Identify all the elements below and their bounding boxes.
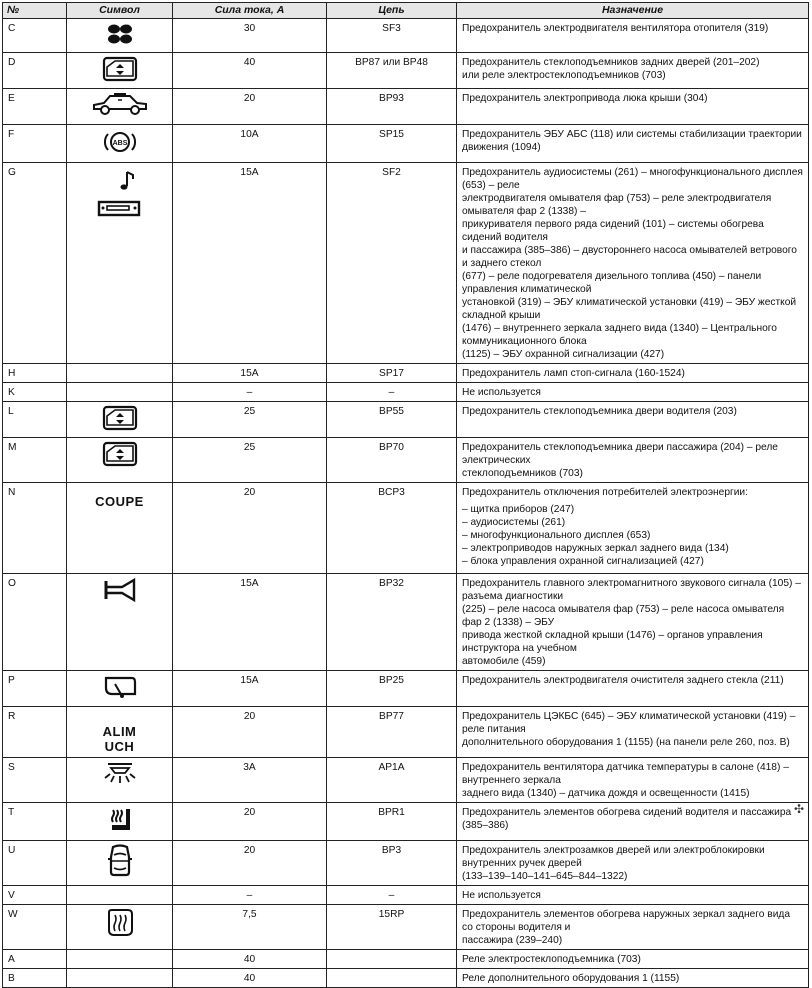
circuit-cell: BCP3: [327, 483, 457, 574]
purpose-cell: [457, 886, 809, 905]
circuit-cell: BP93: [327, 89, 457, 125]
table-row: [3, 364, 809, 383]
purpose-cell: [457, 969, 809, 988]
symbol-cell: [67, 438, 173, 483]
header-no: №: [3, 3, 67, 19]
table-row: [3, 483, 809, 574]
current-cell: 20: [173, 89, 327, 125]
symbol-cell: [67, 402, 173, 438]
current-cell: 40: [173, 969, 327, 988]
fuse-id-cell: P: [3, 671, 67, 707]
circuit-cell: SP15: [327, 125, 457, 163]
purpose-cell: [457, 163, 809, 364]
table-row: [3, 53, 809, 89]
symbol-cell: [67, 905, 173, 950]
purpose-line: – щитка приборов (247): [462, 504, 575, 515]
purpose-line: Предохранитель элементов обогрева сидений водителя и пассажира (385–386): [462, 807, 792, 831]
purpose-line: Реле дополнительного оборудования 1 (1155): [462, 973, 680, 984]
window-lift-icon: [101, 441, 139, 467]
purpose-cell: [457, 53, 809, 89]
purpose-cell: [457, 758, 809, 803]
fuse-id-cell: U: [3, 841, 67, 886]
table-row: [3, 19, 809, 53]
symbol-cell: [67, 125, 173, 163]
purpose-cell: [457, 574, 809, 671]
current-cell: –: [173, 886, 327, 905]
current-cell: 15А: [173, 364, 327, 383]
purpose-cell: [457, 438, 809, 483]
symbol-text: COUPE: [95, 494, 144, 509]
car-sunroof-icon: [90, 92, 150, 118]
purpose-line: (677) – реле подогревателя дизельного топлива (450) – панели управления климатической: [462, 271, 762, 295]
purpose-line: Не используется: [462, 387, 541, 398]
purpose-cell: [457, 671, 809, 707]
fuse-id-cell: K: [3, 383, 67, 402]
table-row: [3, 574, 809, 671]
purpose-line: Предохранитель стеклоподъемника двери пассажира (204) – реле электрических: [462, 442, 778, 466]
current-cell: 25: [173, 402, 327, 438]
current-cell: 7,5: [173, 905, 327, 950]
purpose-line: стеклоподъемников (703): [462, 468, 583, 479]
symbol-cell: [67, 483, 173, 574]
symbol-text: ALIM UCH: [102, 724, 137, 754]
purpose-line: Предохранитель элементов обогрева наружных зеркал заднего вида со стороны водителя и: [462, 909, 790, 933]
fuse-table-page: [2, 2, 808, 984]
fuse-id-cell: H: [3, 364, 67, 383]
circuit-cell: SF3: [327, 19, 457, 53]
symbol-cell: [67, 574, 173, 671]
header-current: Сила тока, А: [173, 3, 327, 19]
seat-heater-icon: [104, 806, 136, 834]
current-cell: 3А: [173, 758, 327, 803]
purpose-cell: [457, 89, 809, 125]
table-row: [3, 905, 809, 950]
circuit-cell: BP25: [327, 671, 457, 707]
current-cell: 20: [173, 803, 327, 841]
purpose-line: автомобиле (459): [462, 656, 546, 667]
purpose-cell: [457, 125, 809, 163]
purpose-line: – аудиосистемы (261): [462, 517, 566, 528]
fuse-table-body: [3, 19, 809, 988]
fuse-id-cell: D: [3, 53, 67, 89]
circuit-cell: [327, 950, 457, 969]
purpose-line: Предохранитель вентилятора датчика температуры в салоне (418) – внутреннего зеркала: [462, 762, 789, 786]
purpose-line: и пассажира (385–386) – двустороннего насоса омывателей ветрового и заднего стекол: [462, 245, 797, 269]
current-cell: –: [173, 383, 327, 402]
purpose-line: (225) – реле насоса омывателя фар (753) – реле насоса омывателя фар 2 (1338) – ЭБУ: [462, 604, 785, 628]
purpose-line: Предохранитель ЭБУ АБС (118) или системы стабилизации траектории движения (1094): [462, 129, 802, 153]
current-cell: 20: [173, 841, 327, 886]
purpose-line: Предохранитель аудиосистемы (261) – многофункционального дисплея (653) – реле: [462, 167, 803, 191]
purpose-line: Предохранитель электродвигателя очистителя заднего стекла (211): [462, 675, 784, 686]
circuit-cell: BP55: [327, 402, 457, 438]
purpose-line: Предохранитель стеклоподъемника двери водителя (203): [462, 406, 737, 417]
table-row: [3, 163, 809, 364]
symbol-cell: [67, 364, 173, 383]
current-cell: 30: [173, 19, 327, 53]
table-row: [3, 671, 809, 707]
purpose-line: прикуривателя первого ряда сидений (101) – системы обогрева сидений водителя: [462, 219, 764, 243]
current-cell: 25: [173, 438, 327, 483]
current-cell: 20: [173, 483, 327, 574]
purpose-line: (1125) – ЭБУ охранной сигнализации (427): [462, 349, 665, 360]
symbol-cell: [67, 707, 173, 758]
fuse-id-cell: R: [3, 707, 67, 758]
purpose-line: заднего вида (1340) – датчика дождя и освещенности (1415): [462, 788, 750, 799]
fuse-id-cell: A: [3, 950, 67, 969]
symbol-cell: [67, 671, 173, 707]
table-row: [3, 89, 809, 125]
purpose-cell: [457, 707, 809, 758]
table-row: [3, 758, 809, 803]
purpose-line: Предохранитель отключения потребителей электроэнергии:: [462, 487, 748, 498]
circuit-cell: BP70: [327, 438, 457, 483]
circuit-cell: BP32: [327, 574, 457, 671]
table-row: [3, 841, 809, 886]
fuse-id-cell: F: [3, 125, 67, 163]
current-cell: 20: [173, 707, 327, 758]
purpose-cell: [457, 402, 809, 438]
current-cell: 40: [173, 950, 327, 969]
fuse-id-cell: C: [3, 19, 67, 53]
purpose-line: Предохранитель стеклоподъемников задних дверей (201–202): [462, 57, 760, 68]
purpose-cell: [457, 383, 809, 402]
car-doors-icon: [106, 844, 134, 878]
purpose-cell: [457, 841, 809, 886]
rear-wiper-icon: [102, 674, 138, 700]
interior-light-icon: [100, 761, 140, 785]
purpose-line: – многофункционального дисплея (653): [462, 530, 651, 541]
window-lift-icon: [101, 405, 139, 431]
current-cell: 40: [173, 53, 327, 89]
purpose-line: – электроприводов наружных зеркал заднего вида (134): [462, 543, 729, 554]
purpose-line: Предохранитель электрозамков дверей или электроблокировки внутренних ручек дверей: [462, 845, 765, 869]
table-row: [3, 886, 809, 905]
circuit-cell: BP3: [327, 841, 457, 886]
table-row: [3, 969, 809, 988]
table-header-row: [3, 3, 809, 19]
purpose-line: привода жесткой складной крыши (1476) – органов управления инструктора на учебном: [462, 630, 763, 654]
header-purpose: Назначение: [457, 3, 809, 19]
header-symbol: Символ: [67, 3, 173, 19]
purpose-line: (1476) – внутреннего зеркала заднего вида (1340) – Центрального коммуникационного блока: [462, 323, 777, 347]
fuse-id-cell: G: [3, 163, 67, 364]
fuse-id-cell: M: [3, 438, 67, 483]
current-cell: 15А: [173, 163, 327, 364]
purpose-cell: [457, 19, 809, 53]
fuse-id-cell: E: [3, 89, 67, 125]
fuse-id-cell: S: [3, 758, 67, 803]
fuse-id-cell: V: [3, 886, 67, 905]
fuse-id-cell: O: [3, 574, 67, 671]
circuit-cell: 15RP: [327, 905, 457, 950]
svg-text:ABS: ABS: [112, 140, 127, 147]
purpose-line: Реле электростеклоподъемника (703): [462, 954, 641, 965]
fuse-id-cell: B: [3, 969, 67, 988]
fuse-id-cell: W: [3, 905, 67, 950]
purpose-cell: [457, 364, 809, 383]
header-circuit: Цепь: [327, 3, 457, 19]
purpose-line: пассажира (239–240): [462, 935, 563, 946]
circuit-cell: AP1A: [327, 758, 457, 803]
horn-icon: [100, 577, 140, 603]
circuit-cell: –: [327, 886, 457, 905]
purpose-cell: [457, 905, 809, 950]
symbol-cell: [67, 969, 173, 988]
table-row: [3, 402, 809, 438]
fuse-table: [2, 2, 809, 988]
symbol-cell: [67, 19, 173, 53]
purpose-line: дополнительного оборудования 1 (1155) (на панели реле 260, поз. В): [462, 737, 790, 748]
fan-icon: [103, 22, 137, 46]
purpose-line: Предохранитель ЦЭКБС (645) – ЭБУ климатической установки (419) – реле питания: [462, 711, 796, 735]
symbol-cell: [67, 383, 173, 402]
corner-logo-icon: ✣: [793, 802, 804, 816]
purpose-line: электродвигателя омывателя фар (753) – реле электродвигателя омывателя фар 2 (1338) –: [462, 193, 772, 217]
circuit-cell: BP77: [327, 707, 457, 758]
fuse-id-cell: N: [3, 483, 67, 574]
purpose-line: Не используется: [462, 890, 541, 901]
symbol-cell: [67, 841, 173, 886]
circuit-cell: [327, 969, 457, 988]
purpose-line: Предохранитель главного электромагнитного звукового сигнала (105) – разъема диагностики: [462, 578, 801, 602]
symbol-cell: [67, 758, 173, 803]
symbol-cell: [67, 886, 173, 905]
purpose-line: (133–139–140–141–645–844–1322): [462, 871, 628, 882]
table-row: [3, 707, 809, 758]
fuse-id-cell: L: [3, 402, 67, 438]
circuit-cell: –: [327, 383, 457, 402]
purpose-cell: [457, 950, 809, 969]
table-row: [3, 383, 809, 402]
symbol-cell: [67, 950, 173, 969]
table-row: [3, 125, 809, 163]
circuit-cell: BPR1: [327, 803, 457, 841]
purpose-line: Предохранитель электродвигателя вентилятора отопителя (319): [462, 23, 769, 34]
table-row: [3, 950, 809, 969]
mirror-heater-icon: [104, 908, 136, 938]
current-cell: 10А: [173, 125, 327, 163]
abs-icon: [101, 128, 139, 156]
purpose-line: Предохранитель электропривода люка крыши (304): [462, 93, 708, 104]
purpose-cell: [457, 483, 809, 574]
radio-icon: [93, 166, 147, 222]
purpose-line: установкой (319) – ЭБУ климатической установки (419) – ЭБУ жесткой складной крыши: [462, 297, 797, 321]
fuse-id-cell: T: [3, 803, 67, 841]
current-cell: 15А: [173, 574, 327, 671]
current-cell: 15А: [173, 671, 327, 707]
circuit-cell: SP17: [327, 364, 457, 383]
table-row: [3, 438, 809, 483]
circuit-cell: SF2: [327, 163, 457, 364]
window-lift-icon: [101, 56, 139, 82]
circuit-cell: BP87 или BP48: [327, 53, 457, 89]
symbol-cell: [67, 53, 173, 89]
symbol-cell: [67, 163, 173, 364]
purpose-line: Предохранитель ламп стоп-сигнала (160-1524): [462, 368, 685, 379]
symbol-cell: [67, 89, 173, 125]
purpose-line: – блока управления охранной сигнализацией (427): [462, 556, 704, 567]
purpose-line: или реле электростеклоподъемников (703): [462, 70, 666, 81]
